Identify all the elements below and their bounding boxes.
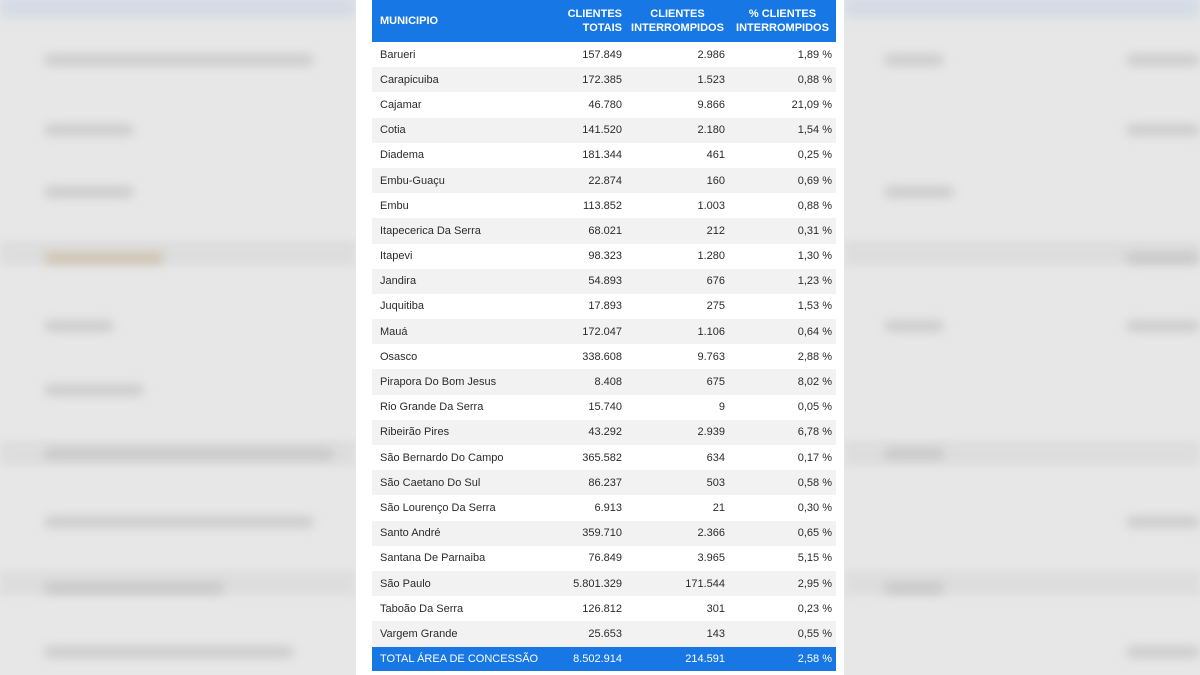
cell-clientes-interrompidos: 1.003 bbox=[697, 199, 725, 212]
cell-clientes-interrompidos: 212 bbox=[706, 224, 725, 237]
cell-pct-clientes-interrompidos: 0,30 % bbox=[797, 501, 832, 514]
cell-municipio: São Caetano Do Sul bbox=[380, 476, 481, 489]
total-label: TOTAL ÁREA DE CONCESSÃO bbox=[380, 652, 539, 665]
cell-clientes-totais: 25.653 bbox=[588, 627, 622, 640]
cell-pct-clientes-interrompidos: 0,23 % bbox=[797, 602, 832, 615]
cell-municipio: Vargem Grande bbox=[380, 627, 458, 640]
cell-pct-clientes-interrompidos: 0,88 % bbox=[797, 199, 832, 212]
table-row bbox=[372, 143, 836, 168]
cell-municipio: Pirapora Do Bom Jesus bbox=[380, 376, 497, 389]
table-row bbox=[372, 369, 836, 394]
table-row bbox=[372, 294, 836, 319]
cell-clientes-totais: 126.812 bbox=[582, 602, 622, 615]
cell-clientes-totais: 141.520 bbox=[582, 124, 622, 137]
table-row bbox=[372, 495, 836, 520]
cell-clientes-totais: 46.780 bbox=[588, 98, 622, 111]
cell-clientes-interrompidos: 301 bbox=[706, 602, 725, 615]
cell-municipio: São Paulo bbox=[380, 577, 431, 590]
table-row bbox=[372, 420, 836, 445]
cell-clientes-totais: 338.608 bbox=[582, 350, 622, 363]
cell-pct-clientes-interrompidos: 1,30 % bbox=[797, 250, 832, 263]
cell-clientes-interrompidos: 2.939 bbox=[697, 426, 725, 439]
cell-pct-clientes-interrompidos: 0,58 % bbox=[797, 476, 832, 489]
cell-pct-clientes-interrompidos: 8,02 % bbox=[797, 376, 832, 389]
table-row bbox=[372, 244, 836, 269]
cell-clientes-totais: 6.913 bbox=[594, 501, 622, 514]
cell-municipio: Taboão Da Serra bbox=[380, 602, 464, 615]
cell-pct-clientes-interrompidos: 21,09 % bbox=[791, 98, 832, 111]
cell-clientes-totais: 8.408 bbox=[594, 376, 622, 389]
cell-municipio: Cotia bbox=[380, 124, 406, 137]
cell-municipio: Itapevi bbox=[380, 250, 413, 263]
header-clientes-interrompidos-line2: INTERROMPIDOS bbox=[631, 22, 724, 34]
cell-pct-clientes-interrompidos: 1,54 % bbox=[797, 124, 832, 137]
cell-clientes-interrompidos: 9.763 bbox=[697, 350, 725, 363]
table-row bbox=[372, 596, 836, 621]
cell-clientes-interrompidos: 676 bbox=[706, 275, 725, 288]
cell-clientes-totais: 5.801.329 bbox=[573, 577, 622, 590]
cell-clientes-totais: 22.874 bbox=[588, 174, 622, 187]
table-row bbox=[372, 168, 836, 193]
cell-clientes-totais: 359.710 bbox=[582, 527, 622, 540]
cell-clientes-totais: 17.893 bbox=[588, 300, 622, 313]
cell-municipio: Embu bbox=[380, 199, 409, 212]
table-row bbox=[372, 269, 836, 294]
cell-clientes-totais: 365.582 bbox=[582, 451, 622, 464]
table-row bbox=[372, 92, 836, 117]
cell-municipio: Diadema bbox=[380, 149, 425, 162]
table-row bbox=[372, 118, 836, 143]
table-row bbox=[372, 621, 836, 646]
table-panel bbox=[356, 0, 844, 675]
cell-clientes-totais: 68.021 bbox=[588, 224, 622, 237]
total-pct-clientes-interrompidos: 2,58 % bbox=[797, 652, 832, 665]
cell-clientes-interrompidos: 503 bbox=[706, 476, 725, 489]
header-pct-clientes-interrompidos bbox=[729, 0, 836, 42]
cell-pct-clientes-interrompidos: 0,55 % bbox=[797, 627, 832, 640]
cell-clientes-interrompidos: 2.180 bbox=[697, 124, 725, 137]
cell-municipio: Santana De Parnaiba bbox=[380, 552, 486, 565]
cell-clientes-totais: 172.385 bbox=[582, 73, 622, 86]
cell-clientes-interrompidos: 3.965 bbox=[697, 552, 725, 565]
cell-clientes-totais: 54.893 bbox=[588, 275, 622, 288]
cell-pct-clientes-interrompidos: 5,15 % bbox=[797, 552, 832, 565]
cell-clientes-interrompidos: 9 bbox=[718, 401, 725, 414]
cell-pct-clientes-interrompidos: 0,05 % bbox=[797, 401, 832, 414]
cell-municipio: Barueri bbox=[380, 48, 416, 61]
table-row bbox=[372, 67, 836, 92]
header-pct-line1: % CLIENTES bbox=[748, 8, 817, 20]
cell-clientes-interrompidos: 143 bbox=[706, 627, 725, 640]
cell-municipio: Juquitiba bbox=[380, 300, 425, 313]
cell-clientes-interrompidos: 2.366 bbox=[697, 527, 725, 540]
cell-clientes-interrompidos: 160 bbox=[706, 174, 725, 187]
blurred-background-right bbox=[844, 0, 1200, 675]
table-row bbox=[372, 319, 836, 344]
cell-municipio: Mauá bbox=[380, 325, 408, 338]
cell-clientes-totais: 15.740 bbox=[588, 401, 622, 414]
cell-pct-clientes-interrompidos: 0,64 % bbox=[797, 325, 832, 338]
cell-clientes-interrompidos: 1.106 bbox=[697, 325, 725, 338]
table-row bbox=[372, 344, 836, 369]
table-row bbox=[372, 546, 836, 571]
cell-clientes-interrompidos: 675 bbox=[706, 376, 725, 389]
cell-municipio: Embu-Guaçu bbox=[380, 174, 445, 187]
total-clientes-interrompidos: 214.591 bbox=[685, 652, 725, 665]
cell-municipio: Jandira bbox=[380, 275, 417, 288]
cell-clientes-interrompidos: 1.523 bbox=[697, 73, 725, 86]
outage-table bbox=[372, 0, 836, 671]
cell-pct-clientes-interrompidos: 0,17 % bbox=[797, 451, 832, 464]
cell-municipio: Carapicuiba bbox=[380, 73, 439, 86]
table-row bbox=[372, 470, 836, 495]
cell-pct-clientes-interrompidos: 0,88 % bbox=[797, 73, 832, 86]
cell-pct-clientes-interrompidos: 0,69 % bbox=[797, 174, 832, 187]
header-pct-line2: INTERROMPIDOS bbox=[736, 22, 829, 34]
cell-pct-clientes-interrompidos: 0,25 % bbox=[797, 149, 832, 162]
cell-pct-clientes-interrompidos: 0,31 % bbox=[797, 224, 832, 237]
cell-pct-clientes-interrompidos: 1,23 % bbox=[797, 275, 832, 288]
header-clientes-totais-line1: CLIENTES bbox=[567, 8, 622, 20]
cell-clientes-totais: 76.849 bbox=[588, 552, 622, 565]
header-clientes-totais-line2: TOTAIS bbox=[582, 22, 622, 34]
cell-clientes-interrompidos: 275 bbox=[706, 300, 725, 313]
table-total-row bbox=[372, 647, 836, 671]
cell-pct-clientes-interrompidos: 1,89 % bbox=[797, 48, 832, 61]
cell-clientes-interrompidos: 1.280 bbox=[697, 250, 725, 263]
table-row bbox=[372, 395, 836, 420]
cell-clientes-totais: 86.237 bbox=[588, 476, 622, 489]
cell-municipio: Itapecerica Da Serra bbox=[380, 224, 481, 237]
cell-clientes-totais: 157.849 bbox=[582, 48, 622, 61]
cell-clientes-interrompidos: 21 bbox=[712, 501, 725, 514]
cell-clientes-interrompidos: 9.866 bbox=[697, 98, 725, 111]
cell-clientes-totais: 98.323 bbox=[588, 250, 622, 263]
cell-municipio: Ribeirão Pires bbox=[380, 426, 450, 439]
cell-municipio: São Lourenço Da Serra bbox=[380, 501, 496, 514]
table-row bbox=[372, 193, 836, 218]
total-clientes-totais: 8.502.914 bbox=[573, 652, 622, 665]
cell-pct-clientes-interrompidos: 1,53 % bbox=[797, 300, 832, 313]
table-row bbox=[372, 445, 836, 470]
cell-clientes-interrompidos: 634 bbox=[706, 451, 725, 464]
cell-clientes-totais: 43.292 bbox=[588, 426, 622, 439]
table-row bbox=[372, 42, 836, 67]
blurred-background-left bbox=[0, 0, 356, 675]
header-clientes-interrompidos bbox=[626, 0, 729, 42]
cell-municipio: Rio Grande Da Serra bbox=[380, 401, 484, 414]
cell-municipio: Osasco bbox=[380, 350, 418, 363]
cell-clientes-interrompidos: 461 bbox=[706, 149, 725, 162]
cell-clientes-interrompidos: 2.986 bbox=[697, 48, 725, 61]
cell-pct-clientes-interrompidos: 0,65 % bbox=[797, 527, 832, 540]
cell-clientes-totais: 181.344 bbox=[582, 149, 622, 162]
cell-municipio: São Bernardo Do Campo bbox=[380, 451, 504, 464]
table-body bbox=[372, 42, 836, 647]
table-row bbox=[372, 571, 836, 596]
table-row bbox=[372, 521, 836, 546]
cell-clientes-totais: 113.852 bbox=[583, 199, 622, 212]
table-header-row bbox=[372, 0, 836, 42]
cell-clientes-interrompidos: 171.544 bbox=[685, 577, 725, 590]
header-municipio: MUNICIPIO bbox=[380, 15, 439, 27]
table-row bbox=[372, 218, 836, 243]
cell-clientes-totais: 172.047 bbox=[582, 325, 622, 338]
cell-pct-clientes-interrompidos: 2,88 % bbox=[797, 350, 832, 363]
header-clientes-totais bbox=[550, 0, 626, 42]
cell-pct-clientes-interrompidos: 2,95 % bbox=[797, 577, 832, 590]
header-clientes-interrompidos-line1: CLIENTES bbox=[650, 8, 705, 20]
cell-pct-clientes-interrompidos: 6,78 % bbox=[797, 426, 832, 439]
cell-municipio: Santo André bbox=[380, 527, 441, 540]
cell-municipio: Cajamar bbox=[380, 98, 422, 111]
